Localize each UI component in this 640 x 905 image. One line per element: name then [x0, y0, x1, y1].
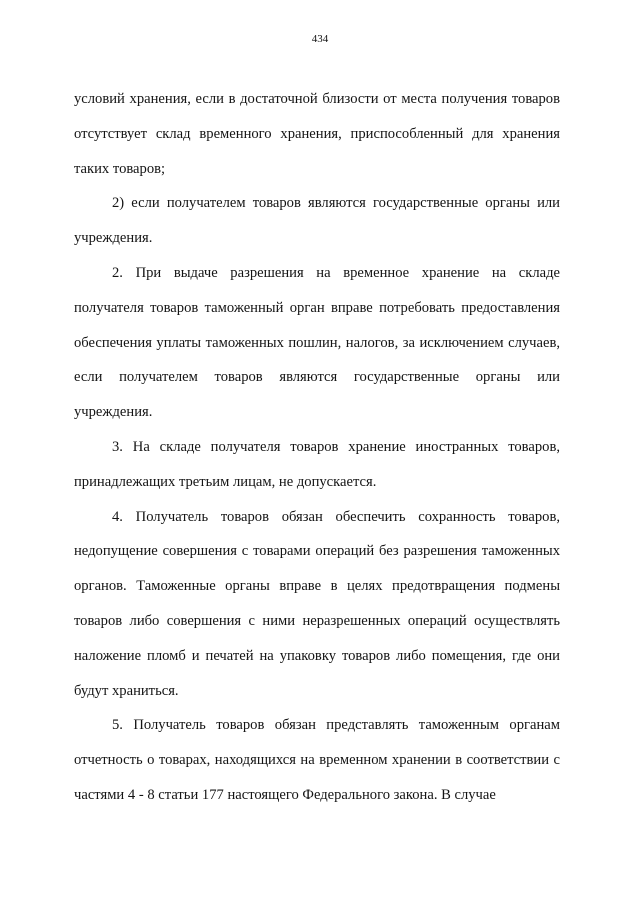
paragraph-continuation: условий хранения, если в достаточной близости от места получения товаров отсутствует склад временного хранения, приспособленный для хранения таких товаров;	[74, 91, 560, 177]
page-number: 434	[311, 33, 329, 45]
paragraph-part-5: 5. Получатель товаров обязан представлять таможенным органам отчетность о товарах, находящихся на временном хранении в соответствии с частями 4 - 8 статьи 177 настоящего Федерального закона. В случае	[74, 717, 560, 803]
body-text	[74, 82, 560, 813]
paragraph-part-3: 3. На складе получателя товаров хранение иностранных товаров, принадлежащих третьим лицам, не допускается.	[74, 438, 560, 490]
paragraph-item-2: 2) если получателем товаров являются государственные органы или учреждения.	[74, 195, 560, 247]
paragraph-part-2: 2. При выдаче разрешения на временное хранение на складе получателя товаров таможенный орган вправе потребовать предоставления обеспечения уплаты таможенных пошлин, налогов, за исключением случаев, если получателем товаров являются государственные органы или учреждения.	[74, 264, 560, 421]
paragraph-part-4: 4. Получатель товаров обязан обеспечить сохранность товаров, недопущение совершения с товарами операций без разрешения таможенных органов. Таможенные органы вправе в целях предотвращения подмены товаров либо совершения с ними неразрешенных операций осуществлять наложение пломб и печатей на упаковку товаров либо помещения, где они будут храниться.	[74, 508, 560, 699]
